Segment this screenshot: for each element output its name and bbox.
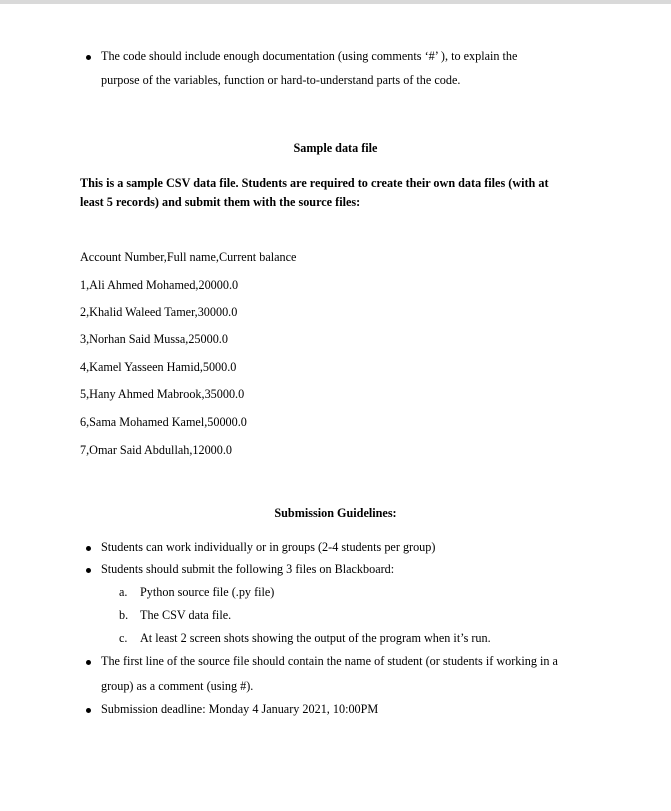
sample-desc-line2: least 5 records) and submit them with the source files: [80, 195, 361, 209]
intro-bullet-line1: The code should include enough documentation (using comments ‘#’ ), to explain the [101, 49, 518, 63]
sample-desc-line1: This is a sample CSV data file. Students are required to create their own data files (with at [80, 176, 549, 190]
csv-header-line: Account Number,Full name,Current balance [80, 250, 297, 264]
guideline-bullet-4: Submission deadline: Monday 4 January 2021, 10:00PM [101, 702, 379, 716]
guidelines-heading: Submission Guidelines: [274, 506, 397, 520]
csv-line: 5,Hany Ahmed Mabrook,35000.0 [80, 387, 245, 401]
intro-bullet-line2: purpose of the variables, function or hard-to-understand parts of the code. [101, 73, 461, 87]
csv-line: 6,Sama Mohamed Kamel,50000.0 [80, 415, 247, 429]
sub-item-marker: c. [119, 631, 128, 645]
csv-line: 4,Kamel Yasseen Hamid,5000.0 [80, 360, 237, 374]
document-page [0, 4, 671, 811]
csv-line: 7,Omar Said Abdullah,12000.0 [80, 443, 232, 457]
sub-item-text: At least 2 screen shots showing the output of the program when it’s run. [140, 631, 491, 645]
guideline-bullet-3-line1: The first line of the source file should contain the name of student (or students if working in a [101, 654, 558, 668]
bullet-icon [86, 546, 91, 551]
bullet-icon [86, 708, 91, 713]
sample-heading: Sample data file [293, 141, 378, 155]
csv-line: 1,Ali Ahmed Mohamed,20000.0 [80, 278, 239, 292]
bullet-icon [86, 660, 91, 665]
guideline-bullet-1: Students can work individually or in groups (2-4 students per group) [101, 540, 436, 554]
sub-item-marker: a. [119, 585, 128, 599]
bullet-icon [86, 568, 91, 573]
csv-line: 2,Khalid Waleed Tamer,30000.0 [80, 305, 238, 319]
bullet-icon [86, 55, 91, 60]
sub-item-text: The CSV data file. [140, 608, 232, 622]
sub-item-text: Python source file (.py file) [140, 585, 275, 599]
sub-item-marker: b. [119, 608, 129, 622]
csv-line: 3,Norhan Said Mussa,25000.0 [80, 332, 228, 346]
guideline-bullet-2: Students should submit the following 3 files on Blackboard: [101, 562, 395, 576]
guideline-bullet-3-line2: group) as a comment (using #). [101, 679, 254, 693]
